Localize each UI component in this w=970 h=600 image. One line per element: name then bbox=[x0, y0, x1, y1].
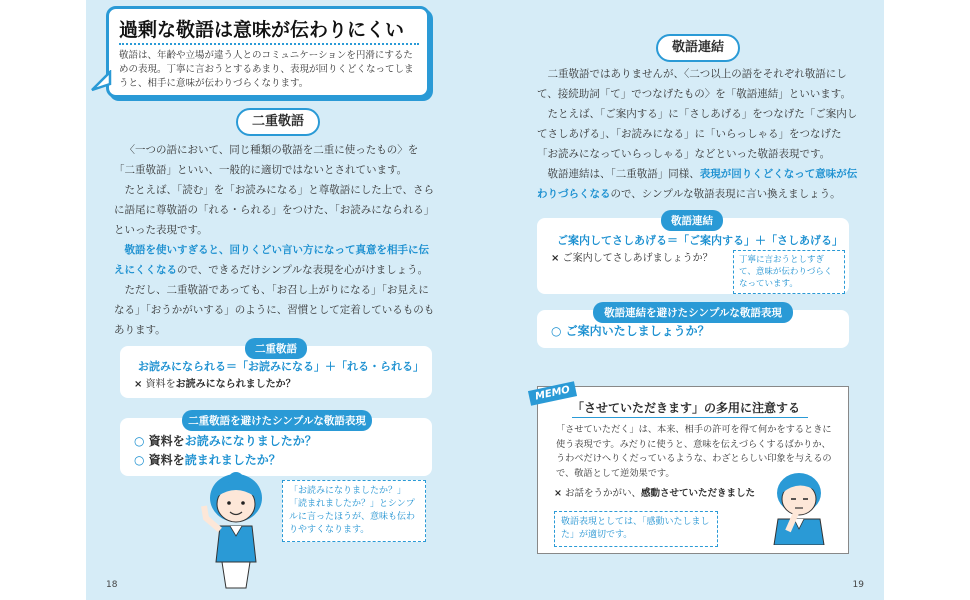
left-body-text bbox=[114, 140, 436, 340]
paragraph-1: 二重敬語ではありませんが、〈二つ以上の語をそれぞれ敬語にして、接続助詞「て」でつなげたもの〉を「敬語連結」といいます。 bbox=[537, 68, 851, 100]
left-page bbox=[86, 0, 485, 600]
bad-example-bold: お読みになられましたか？ bbox=[175, 379, 296, 390]
page-number-right: 19 bbox=[852, 580, 864, 590]
memo-note: 敬語表現としては、「感動いたしました」が適切です。 bbox=[554, 511, 718, 547]
good-example-2 bbox=[134, 451, 281, 469]
x-mark: × bbox=[551, 253, 560, 264]
good-example-1-prefix: 資料を bbox=[148, 434, 185, 448]
memo-example-prefix: お話をうかがい、 bbox=[565, 488, 642, 499]
right-body-text bbox=[537, 64, 859, 204]
paragraph-2: たとえば、「ご案内する」に「さしあげる」をつなげた「ご案内してさしあげる」、「お読みになる」に「いらっしゃる」をつなげた「お読みになっていらっしゃる」などといった敬語表現です。 bbox=[537, 108, 858, 160]
formula-text: お読みになられる＝「お読みになる」＋「れる・られる」 bbox=[138, 360, 424, 373]
section-pill-nijuu-keigo: 二重敬語 bbox=[236, 108, 320, 136]
paragraph-3-rest: ので、できるだけシンプルな表現を心がけましょう。 bbox=[177, 264, 429, 276]
woman-pointing-illustration bbox=[196, 470, 276, 592]
good-example-1-highlight: お読みになりましたか？ bbox=[184, 434, 317, 448]
good-example bbox=[551, 322, 710, 340]
good-example-2-prefix: 資料を bbox=[148, 453, 185, 467]
memo-title: 「させていただきます」の多用に注意する bbox=[572, 401, 801, 415]
formula-text: ご案内してさしあげる＝「ご案内する」＋「さしあげる」 bbox=[557, 234, 843, 247]
paragraph-3-prefix: 敬語連結は、「二重敬語」同様、 bbox=[547, 168, 700, 180]
bad-example-text: ご案内してさしあげましょうか？ bbox=[562, 253, 713, 264]
paragraph-3-rest: ので、シンプルな敬語表現に言い換えましょう。 bbox=[610, 188, 841, 200]
x-mark: × bbox=[554, 488, 562, 499]
memo-body: 「させていただく」は、本来、相手の許可を得て何かをするときに使う表現です。みだりに使うと、意味を伝えづらくするばかりか、うわべだけへりくだっているような、わざとらしい印象を与えるので、敬語として逆効果です。 bbox=[556, 424, 832, 479]
paragraph-2: たとえば、「読む」を「お読みになる」と尊敬語にした上で、さらに語尾に尊敬語の「れる・られる」をつけた、「お読みになられる」といった表現です。 bbox=[114, 184, 435, 236]
bad-example-prefix: 資料を bbox=[145, 379, 176, 390]
memo-title-underline bbox=[572, 417, 808, 418]
title-callout bbox=[106, 6, 430, 98]
good-example-1 bbox=[134, 432, 317, 450]
paragraph-3-highlight: 表現が回りくどくなって意味が伝わりづらくなる bbox=[537, 168, 858, 200]
paragraph-1: 〈一つの語において、同じ種類の敬語を二重に使ったもの〉を「二重敬語」といい、一般的に適切ではないとされています。 bbox=[114, 144, 419, 176]
bad-example bbox=[134, 376, 296, 394]
paragraph-3 bbox=[537, 164, 859, 204]
thinking-person-illustration bbox=[766, 469, 832, 545]
tab-keigo-renketsu: 敬語連結 bbox=[661, 210, 723, 231]
good-example-text: ご案内いたしましょうか？ bbox=[565, 324, 710, 338]
circle-mark: ○ bbox=[134, 434, 145, 448]
circle-mark: ○ bbox=[134, 453, 145, 467]
circle-mark: ○ bbox=[551, 324, 562, 338]
memo-box bbox=[537, 386, 849, 554]
tab-nijuu-keigo: 二重敬語 bbox=[245, 338, 307, 359]
section-pill-keigo-renketsu: 敬語連結 bbox=[656, 34, 740, 62]
x-mark: × bbox=[134, 379, 143, 390]
paragraph-4: ただし、二重敬語であっても、「お召し上がりになる」「お見えになる」「おうかがいする」のように、習慣として定着しているものもあります。 bbox=[114, 284, 435, 336]
memo-example-bold: 感動させていただきました bbox=[641, 488, 756, 499]
paragraph-3 bbox=[114, 240, 436, 280]
good-example-2-highlight: 読まれましたか？ bbox=[184, 453, 281, 467]
tab-simple-expression: 敬語連結を避けたシンプルな敬語表現 bbox=[593, 302, 793, 323]
bad-example bbox=[551, 250, 713, 268]
right-page bbox=[485, 0, 884, 600]
page-number-left: 18 bbox=[106, 580, 118, 590]
page-title: 過剰な敬語は意味が伝わりにくい bbox=[119, 19, 405, 41]
paragraph-3-highlight: 敬語を使いすぎると、回りくどい言い方になって真意を相手に伝えにくくなる bbox=[114, 244, 429, 276]
title-underline bbox=[119, 43, 419, 45]
note-simple-is-better: 「お読みになりましたか？」「読まれましたか？」とシンプルに言ったほうが、意味も伝わりやすくなります。 bbox=[282, 480, 426, 542]
intro-text: 敬語は、年齢や立場が違う人とのコミュニケーションを円滑にするための表現。丁寧に言おうとするあまり、表現が回りくどくなってしまうと、相手に意味が伝わりづらくなります。 bbox=[119, 50, 414, 89]
callout-tail bbox=[90, 70, 114, 94]
memo-bad-example bbox=[554, 485, 755, 503]
note-too-polite: 丁寧に言おうとしすぎて、意味が伝わりづらくなっています。 bbox=[733, 250, 845, 294]
memo-label: MEMO bbox=[528, 381, 577, 405]
tab-simple-expression: 二重敬語を避けたシンプルな敬語表現 bbox=[182, 410, 372, 431]
